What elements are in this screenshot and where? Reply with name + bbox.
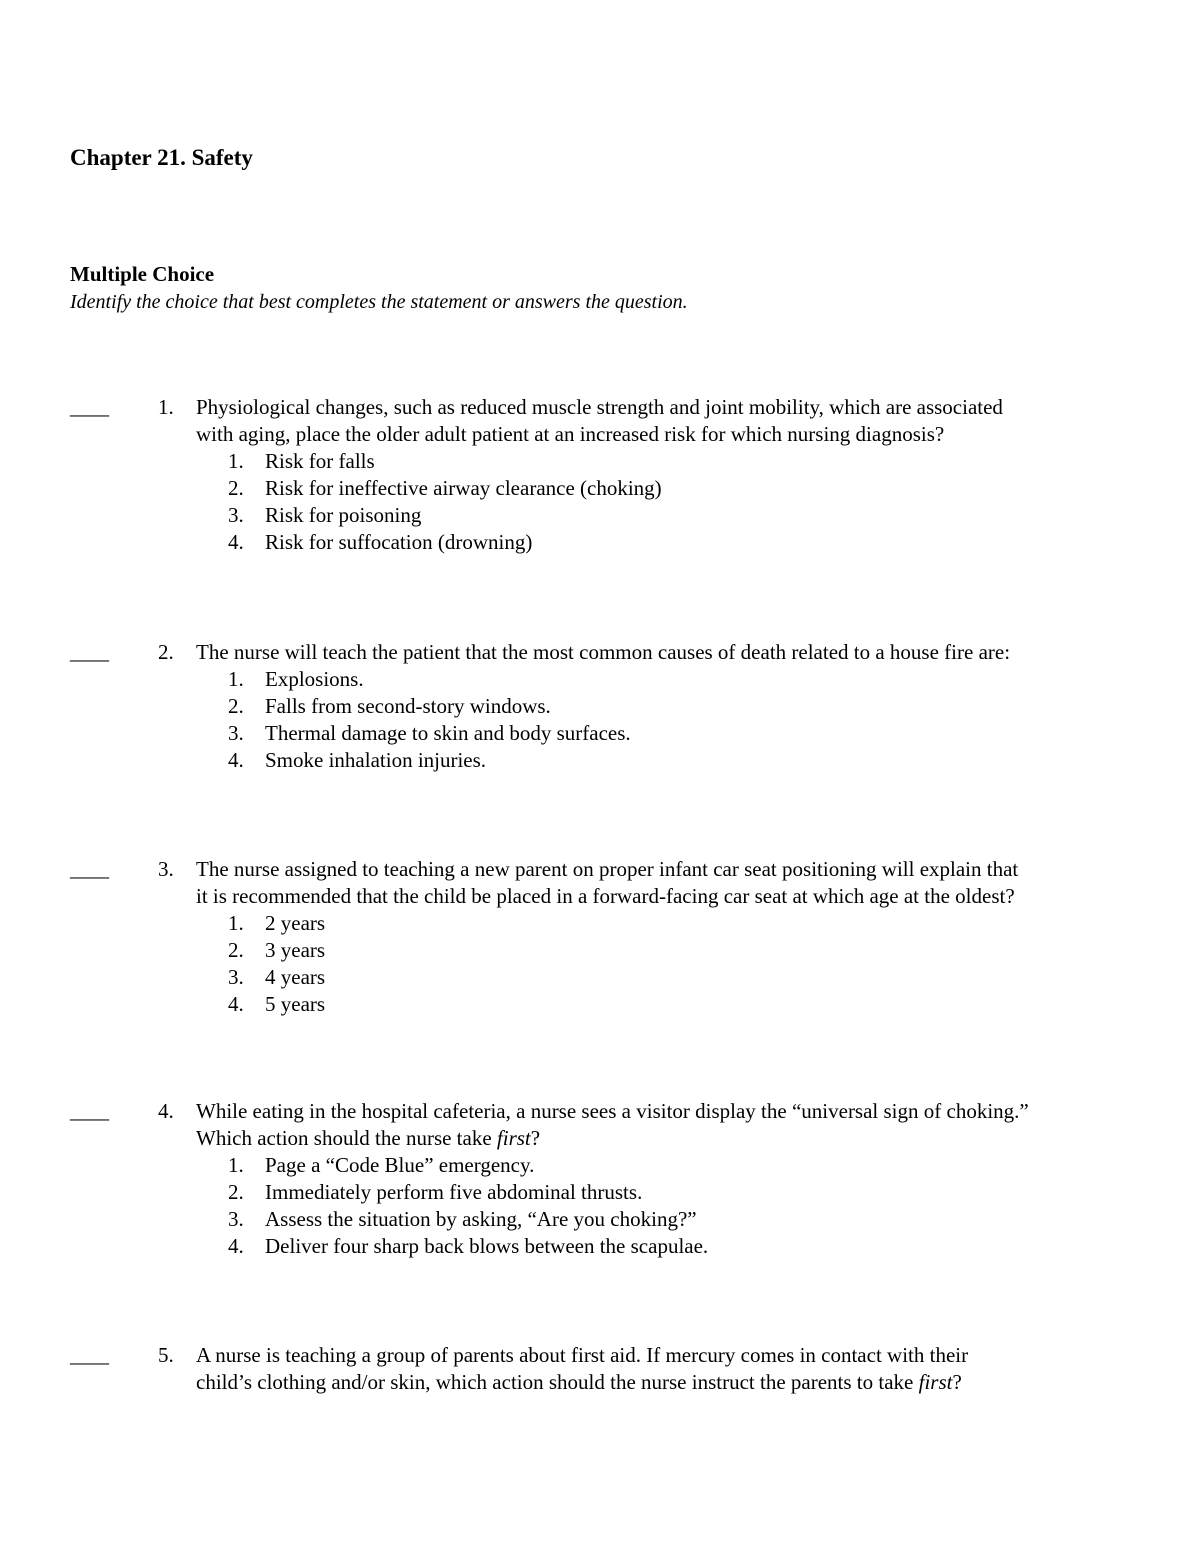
- option-number: 3.: [228, 1207, 244, 1231]
- option-number: 2.: [228, 938, 244, 962]
- answer-option: [196, 693, 1141, 720]
- option-text: Page a “Code Blue” emergency.: [265, 1153, 535, 1177]
- answer-option: [196, 747, 1141, 774]
- option-number: 4.: [228, 530, 244, 554]
- option-list: [196, 910, 1141, 1018]
- answer-blank: ____: [70, 857, 108, 881]
- answer-option: [196, 720, 1141, 747]
- question-body: [196, 856, 1141, 1018]
- question-number: 5.: [158, 1343, 174, 1367]
- answer-option: [196, 502, 1141, 529]
- option-number: 3.: [228, 965, 244, 989]
- option-number: 1.: [228, 911, 244, 935]
- option-number: 2.: [228, 476, 244, 500]
- option-text: Smoke inhalation injuries.: [265, 748, 487, 772]
- answer-option: [196, 1179, 1141, 1206]
- answer-blank: ____: [70, 1343, 108, 1367]
- option-number: 3.: [228, 721, 244, 745]
- option-text: Assess the situation by asking, “Are you choking?”: [265, 1207, 697, 1231]
- question-text-line: Physiological changes, such as reduced muscle strength and joint mobility, which are associated: [196, 395, 1003, 419]
- option-number: 4.: [228, 1234, 244, 1258]
- question-number: 4.: [158, 1099, 174, 1123]
- question-text-line: The nurse will teach the patient that the most common causes of death related to a house fire are:: [196, 640, 1011, 664]
- answer-option: [196, 666, 1141, 693]
- emphasis-text: first: [918, 1370, 953, 1394]
- answer-option: [196, 1152, 1141, 1179]
- question-text-line: While eating in the hospital cafeteria, a nurse sees a visitor display the “universal sign of choking.”: [196, 1099, 1029, 1123]
- section-title: Multiple Choice: [70, 262, 215, 286]
- option-number: 2.: [228, 694, 244, 718]
- option-text: 2 years: [265, 911, 326, 935]
- question-text-line: Which action should the nurse take first?: [196, 1126, 541, 1150]
- question-body: [196, 1098, 1141, 1260]
- question-text-line: child’s clothing and/or skin, which action should the nurse instruct the parents to take first?: [196, 1370, 962, 1394]
- option-text: Thermal damage to skin and body surfaces.: [265, 721, 631, 745]
- question-text-line: A nurse is teaching a group of parents about first aid. If mercury comes in contact with their: [196, 1343, 969, 1367]
- option-text: Risk for ineffective airway clearance (choking): [265, 476, 662, 500]
- option-number: 4.: [228, 748, 244, 772]
- option-list: [196, 666, 1141, 774]
- chapter-title: Chapter 21. Safety: [70, 145, 253, 170]
- option-text: Falls from second-story windows.: [265, 694, 551, 718]
- emphasis-text: first: [496, 1126, 531, 1150]
- instructions-text: Identify the choice that best completes the statement or answers the question.: [70, 291, 688, 313]
- option-number: 1.: [228, 667, 244, 691]
- answer-option: [196, 448, 1141, 475]
- question-number: 3.: [158, 857, 174, 881]
- question-text-line: The nurse assigned to teaching a new parent on proper infant car seat positioning will explain that: [196, 857, 1019, 881]
- option-text: Risk for suffocation (drowning): [265, 530, 533, 554]
- answer-blank: ____: [70, 640, 108, 664]
- option-list: [196, 448, 1141, 556]
- question-number: 1.: [158, 395, 174, 419]
- option-text: Risk for poisoning: [265, 503, 422, 527]
- option-number: 2.: [228, 1180, 244, 1204]
- answer-blank: ____: [70, 1099, 108, 1123]
- option-number: 1.: [228, 1153, 244, 1177]
- answer-blank: ____: [70, 395, 108, 419]
- option-text: 4 years: [265, 965, 326, 989]
- option-text: Immediately perform five abdominal thrusts.: [265, 1180, 643, 1204]
- option-list: [196, 1152, 1141, 1260]
- question-body: [196, 639, 1141, 774]
- answer-option: [196, 937, 1141, 964]
- answer-option: [196, 991, 1141, 1018]
- option-text: Explosions.: [265, 667, 364, 691]
- option-text: Risk for falls: [265, 449, 375, 473]
- answer-option: [196, 910, 1141, 937]
- answer-option: [196, 529, 1141, 556]
- option-text: 5 years: [265, 992, 326, 1016]
- option-number: 4.: [228, 992, 244, 1016]
- question-body: [196, 394, 1141, 556]
- answer-option: [196, 475, 1141, 502]
- question-text-line: it is recommended that the child be placed in a forward-facing car seat at which age at the oldest?: [196, 884, 1015, 908]
- answer-option: [196, 1233, 1141, 1260]
- option-number: 3.: [228, 503, 244, 527]
- answer-option: [196, 964, 1141, 991]
- option-text: Deliver four sharp back blows between the scapulae.: [265, 1234, 709, 1258]
- question-body: [196, 1342, 1141, 1396]
- question-text-line: with aging, place the older adult patient at an increased risk for which nursing diagnosis?: [196, 422, 945, 446]
- option-text: 3 years: [265, 938, 326, 962]
- answer-option: [196, 1206, 1141, 1233]
- question-number: 2.: [158, 640, 174, 664]
- option-number: 1.: [228, 449, 244, 473]
